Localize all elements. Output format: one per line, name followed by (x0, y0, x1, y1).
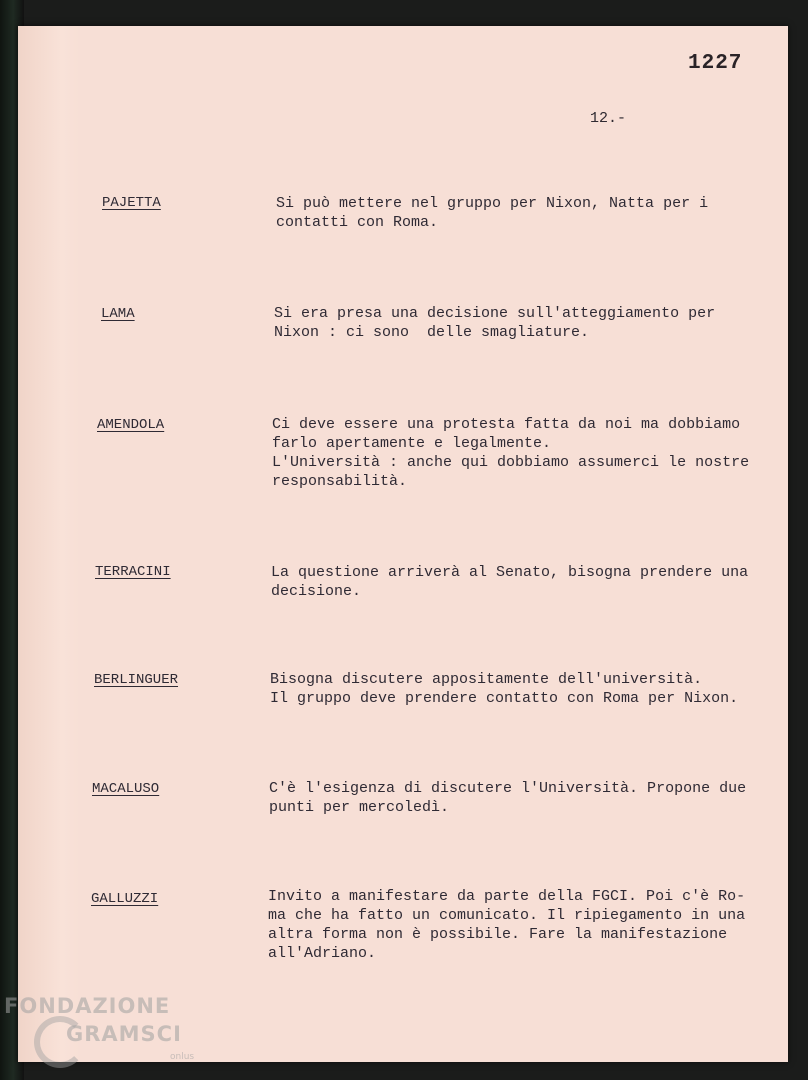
speaker-name: AMENDOLA (97, 417, 165, 433)
page-index: 12.- (590, 110, 627, 127)
watermark-line-2: GRAMSCI (66, 1022, 182, 1046)
speaker-name: LAMA (101, 306, 135, 322)
fondazione-gramsci-watermark (4, 994, 204, 1074)
watermark-line-1: FONDAZIONE (4, 994, 171, 1018)
speaker-remark: C'è l'esigenza di discutere l'Università. Propone due punti per mercoledì. (269, 780, 747, 816)
speaker-name: BERLINGUER (94, 672, 179, 688)
speaker-name: GALLUZZI (91, 891, 159, 907)
speaker-remark: Bisogna discutere appositamente dell'università. Il gruppo deve prendere contatto con Roma per Nixon. (270, 671, 739, 707)
speaker-remark: Invito a manifestare da parte della FGCI. Poi c'è Ro- ma che ha fatto un comunicato. Il ripiegamento in una altra forma non è possibile. Fare la manifestazione all'Adriano. (268, 888, 746, 962)
speaker-remark: Si era presa una decisione sull'atteggiamento per Nixon : ci sono delle smagliature. (274, 305, 716, 341)
speaker-name: TERRACINI (95, 564, 171, 580)
speaker-name: PAJETTA (102, 195, 161, 211)
speaker-name: MACALUSO (92, 781, 160, 797)
speaker-remark: La questione arriverà al Senato, bisogna prendere una decisione. (271, 564, 749, 600)
document-number: 1227 (688, 52, 743, 75)
speaker-remark: Si può mettere nel gruppo per Nixon, Natta per i contatti con Roma. (276, 195, 709, 231)
page-fold-shadow (18, 26, 80, 1062)
watermark-line-3: onlus (170, 1052, 195, 1062)
speaker-remark: Ci deve essere una protesta fatta da noi ma dobbiamo farlo apertamente e legalmente. L'Università : anche qui dobbiamo assumerci le nostre responsabilità. (272, 416, 750, 490)
